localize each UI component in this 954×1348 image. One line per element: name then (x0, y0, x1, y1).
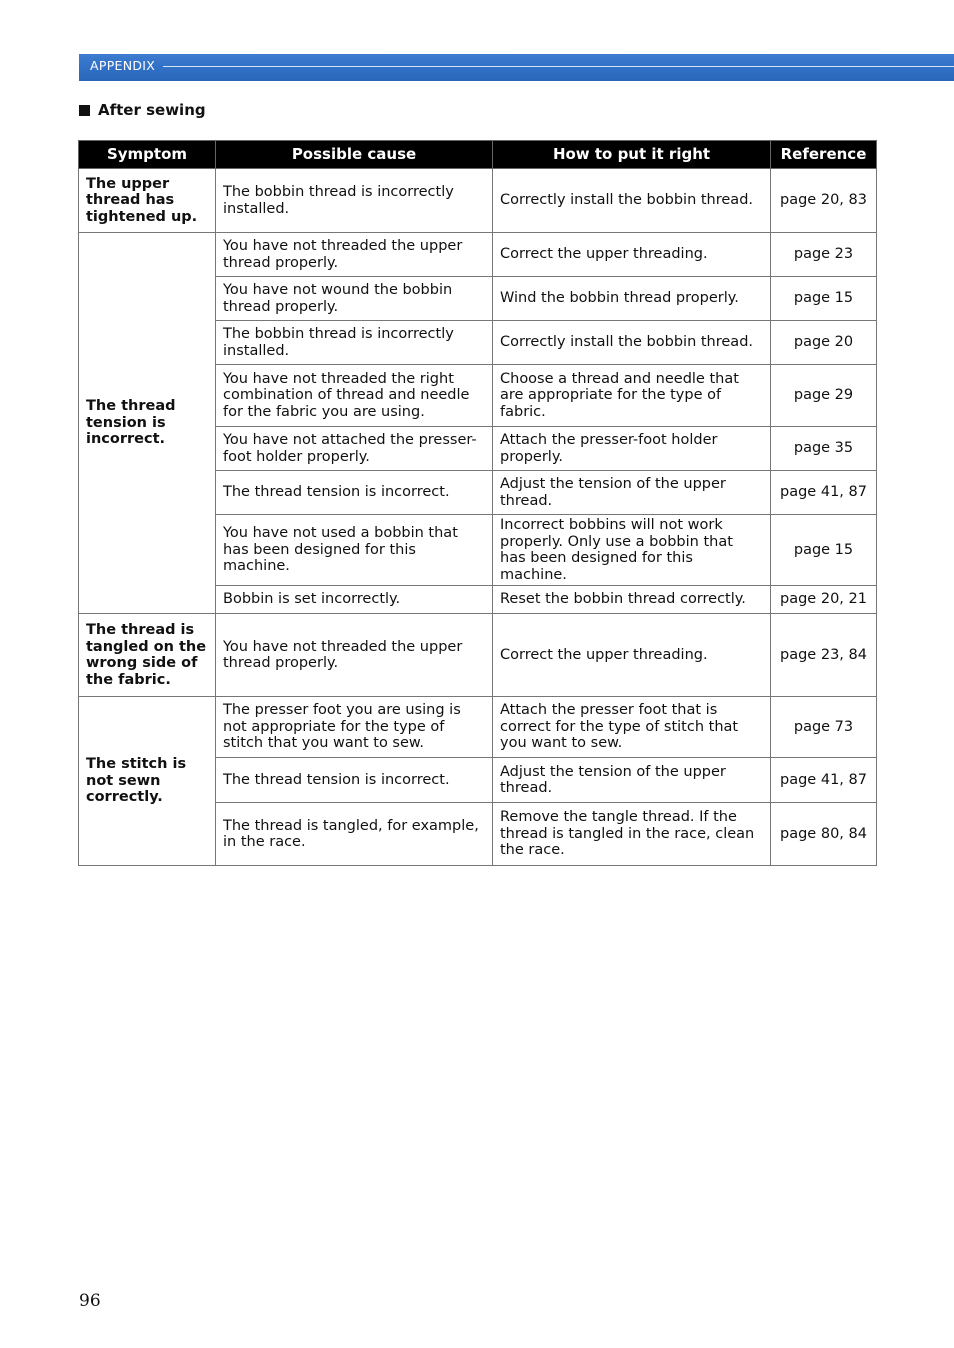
section-heading (79, 101, 206, 119)
reference-cell: page 73 (771, 697, 877, 758)
fix-cell: Remove the tangle thread. If the thread is tangled in the race, clean the race. (493, 803, 771, 866)
cause-cell: You have not attached the presser-foot holder properly. (216, 427, 493, 471)
reference-cell: page 20, 83 (771, 169, 877, 233)
column-header-cause: Possible cause (216, 141, 493, 169)
section-label: APPENDIX (90, 58, 156, 73)
cause-cell: You have not threaded the upper thread properly. (216, 233, 493, 277)
symptom-cell: The thread tension is incorrect. (79, 233, 216, 614)
reference-cell: page 15 (771, 277, 877, 321)
column-header-reference: Reference (771, 141, 877, 169)
cause-cell: The bobbin thread is incorrectly installed. (216, 169, 493, 233)
fix-cell: Incorrect bobbins will not work properly. Only use a bobbin that has been designed for this machine. (493, 515, 771, 586)
page-number: 96 (79, 1291, 101, 1311)
fix-cell: Adjust the tension of the upper thread. (493, 471, 771, 515)
column-header-fix: How to put it right (493, 141, 771, 169)
reference-cell: page 15 (771, 515, 877, 586)
section-heading-text: After sewing (98, 101, 206, 119)
reference-cell: page 35 (771, 427, 877, 471)
fix-cell: Reset the bobbin thread correctly. (493, 586, 771, 614)
symptom-cell: The upper thread has tightened up. (79, 169, 216, 233)
symptom-cell: The stitch is not sewn correctly. (79, 697, 216, 866)
appendix-banner (79, 54, 954, 81)
fix-cell: Attach the presser foot that is correct for the type of stitch that you want to sew. (493, 697, 771, 758)
symptom-cell: The thread is tangled on the wrong side of the fabric. (79, 614, 216, 697)
fix-cell: Adjust the tension of the upper thread. (493, 758, 771, 803)
cause-cell: The thread is tangled, for example, in the race. (216, 803, 493, 866)
cause-cell: The thread tension is incorrect. (216, 758, 493, 803)
cause-cell: The presser foot you are using is not appropriate for the type of stitch that you want to sew. (216, 697, 493, 758)
fix-cell: Correct the upper threading. (493, 233, 771, 277)
fix-cell: Choose a thread and needle that are appropriate for the type of fabric. (493, 365, 771, 427)
bullet-square-icon (79, 105, 90, 116)
table-row (79, 169, 877, 233)
banner-rule (163, 66, 954, 67)
reference-cell: page 29 (771, 365, 877, 427)
reference-cell: page 41, 87 (771, 758, 877, 803)
table-row (79, 233, 877, 277)
fix-cell: Correctly install the bobbin thread. (493, 321, 771, 365)
cause-cell: You have not threaded the right combination of thread and needle for the fabric you are using. (216, 365, 493, 427)
cause-cell: You have not threaded the upper thread properly. (216, 614, 493, 697)
reference-cell: page 23, 84 (771, 614, 877, 697)
reference-cell: page 23 (771, 233, 877, 277)
fix-cell: Correctly install the bobbin thread. (493, 169, 771, 233)
table-row (79, 697, 877, 758)
fix-cell: Correct the upper threading. (493, 614, 771, 697)
cause-cell: Bobbin is set incorrectly. (216, 586, 493, 614)
cause-cell: The bobbin thread is incorrectly installed. (216, 321, 493, 365)
table-header-row (79, 141, 877, 169)
fix-cell: Attach the presser-foot holder properly. (493, 427, 771, 471)
cause-cell: You have not used a bobbin that has been designed for this machine. (216, 515, 493, 586)
cause-cell: The thread tension is incorrect. (216, 471, 493, 515)
troubleshooting-table (78, 140, 877, 866)
reference-cell: page 80, 84 (771, 803, 877, 866)
table-row (79, 614, 877, 697)
fix-cell: Wind the bobbin thread properly. (493, 277, 771, 321)
reference-cell: page 20 (771, 321, 877, 365)
reference-cell: page 20, 21 (771, 586, 877, 614)
cause-cell: You have not wound the bobbin thread properly. (216, 277, 493, 321)
column-header-symptom: Symptom (79, 141, 216, 169)
reference-cell: page 41, 87 (771, 471, 877, 515)
